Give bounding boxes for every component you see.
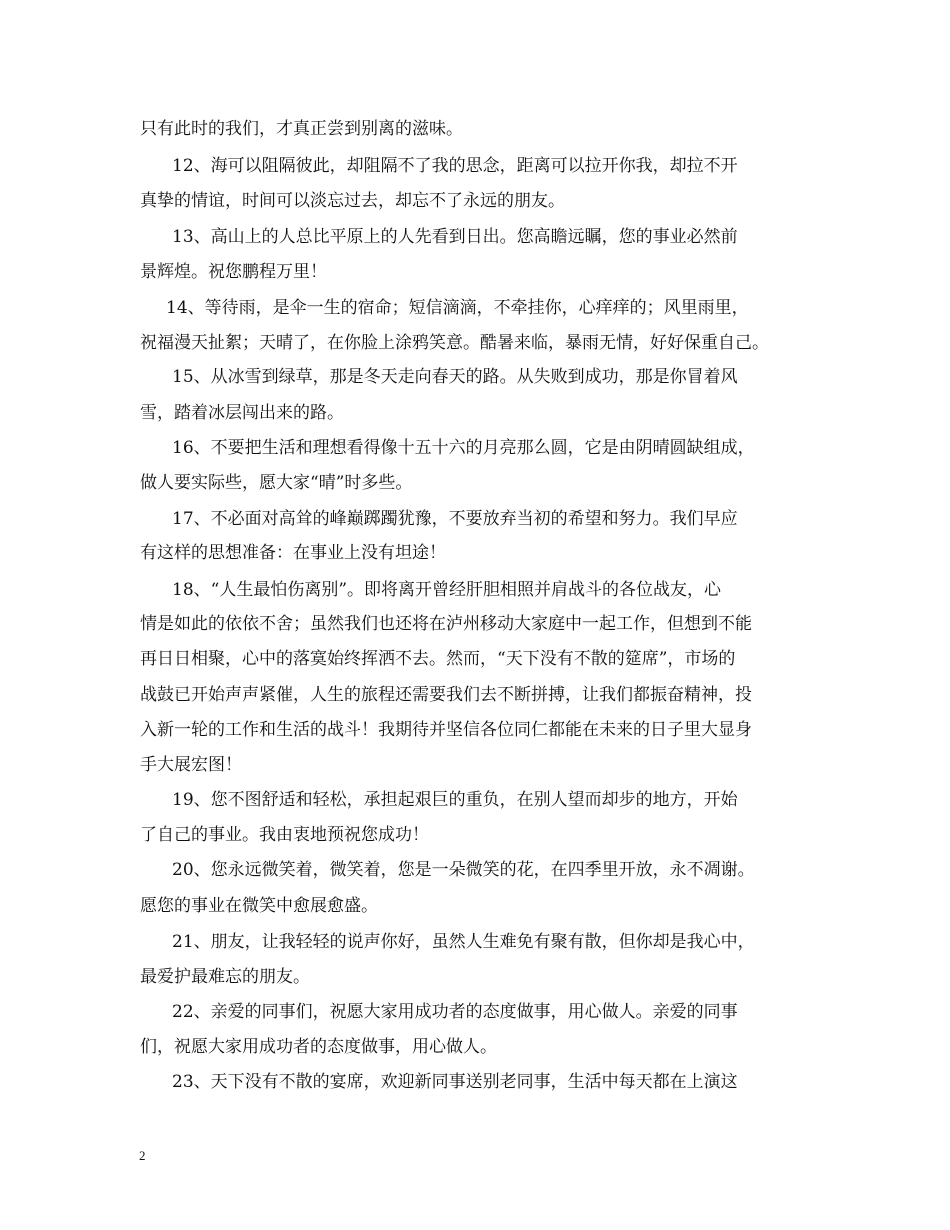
text-line: 祝福漫天扯絮；天晴了，在你脸上涂鸦笑意。酷暑来临，暴雨无情，好好保重自己。 [140, 333, 769, 353]
text-line: 真挚的情谊，时间可以淡忘过去，却忘不了永远的朋友。 [140, 191, 565, 211]
text-line: 13、高山上的人总比平原上的人先看到日出。您高瞻远瞩，您的事业必然前 [172, 227, 738, 247]
text-line: 雪，踏着冰层闯出来的路。 [140, 403, 344, 423]
text-line: 只有此时的我们，才真正尝到别离的滋味。 [140, 119, 463, 139]
text-line: 入新一轮的工作和生活的战斗！我期待并坚信各位同仁都能在未来的日子里大显身 [140, 720, 752, 740]
text-line: 22、亲爱的同事们，祝愿大家用成功者的态度做事，用心做人。亲爱的同事 [172, 1002, 738, 1022]
text-line: 情是如此的依依不舍；虽然我们也还将在泸州移动大家庭中一起工作，但想到不能 [140, 614, 752, 634]
text-line: 再日日相聚，心中的落寞始终挥洒不去。然而，“天下没有不散的筵席”，市场的 [140, 649, 736, 669]
text-line: 15、从冰雪到绿草，那是冬天走向春天的路。从失败到成功，那是你冒着风 [172, 367, 738, 387]
text-line: 们，祝愿大家用成功者的态度做事，用心做人。 [140, 1037, 497, 1057]
text-line: 了自己的事业。我由衷地预祝您成功！ [140, 825, 429, 845]
text-line: 14、等待雨，是伞一生的宿命；短信滴滴，不牵挂你，心痒痒的；风里雨里， [166, 298, 749, 318]
text-line: 有这样的思想准备：在事业上没有坦途！ [140, 543, 446, 563]
text-line: 景辉煌。祝您鹏程万里！ [140, 262, 327, 282]
text-line: 手大展宏图！ [140, 755, 242, 775]
text-line: 16、不要把生活和理想看得像十五十六的月亮那么圆，它是由阴晴圆缺组成， [172, 438, 755, 458]
text-line: 18、“人生最怕伤离别”。即将离开曾经肝胆相照并肩战斗的各位战友，心 [172, 580, 722, 600]
text-line: 23、天下没有不散的宴席，欢迎新同事送别老同事，生活中每天都在上演这 [172, 1072, 738, 1092]
text-line: 21、朋友，让我轻轻的说声你好，虽然人生难免有聚有散，但你却是我心中， [172, 932, 755, 952]
text-line: 战鼓已开始声声紧催，人生的旅程还需要我们去不断拼搏，让我们都振奋精神，投 [140, 685, 752, 705]
text-line: 做人要实际些，愿大家“晴”时多些。 [140, 473, 413, 493]
text-line: 19、您不图舒适和轻松，承担起艰巨的重负，在别人望而却步的地方，开始 [172, 790, 738, 810]
text-line: 17、不必面对高耸的峰巅踯躅犹豫，不要放弃当初的希望和努力。我们早应 [172, 509, 738, 529]
text-line: 20、您永远微笑着，微笑着，您是一朵微笑的花，在四季里开放，永不凋谢。 [172, 860, 755, 880]
text-line: 12、海可以阻隔彼此，却阻隔不了我的思念，距离可以拉开你我，却拉不开 [172, 156, 738, 176]
text-line: 愿您的事业在微笑中愈展愈盛。 [140, 896, 378, 916]
text-line: 最爱护最难忘的朋友。 [140, 967, 310, 987]
page-number: 2 [139, 1148, 146, 1163]
